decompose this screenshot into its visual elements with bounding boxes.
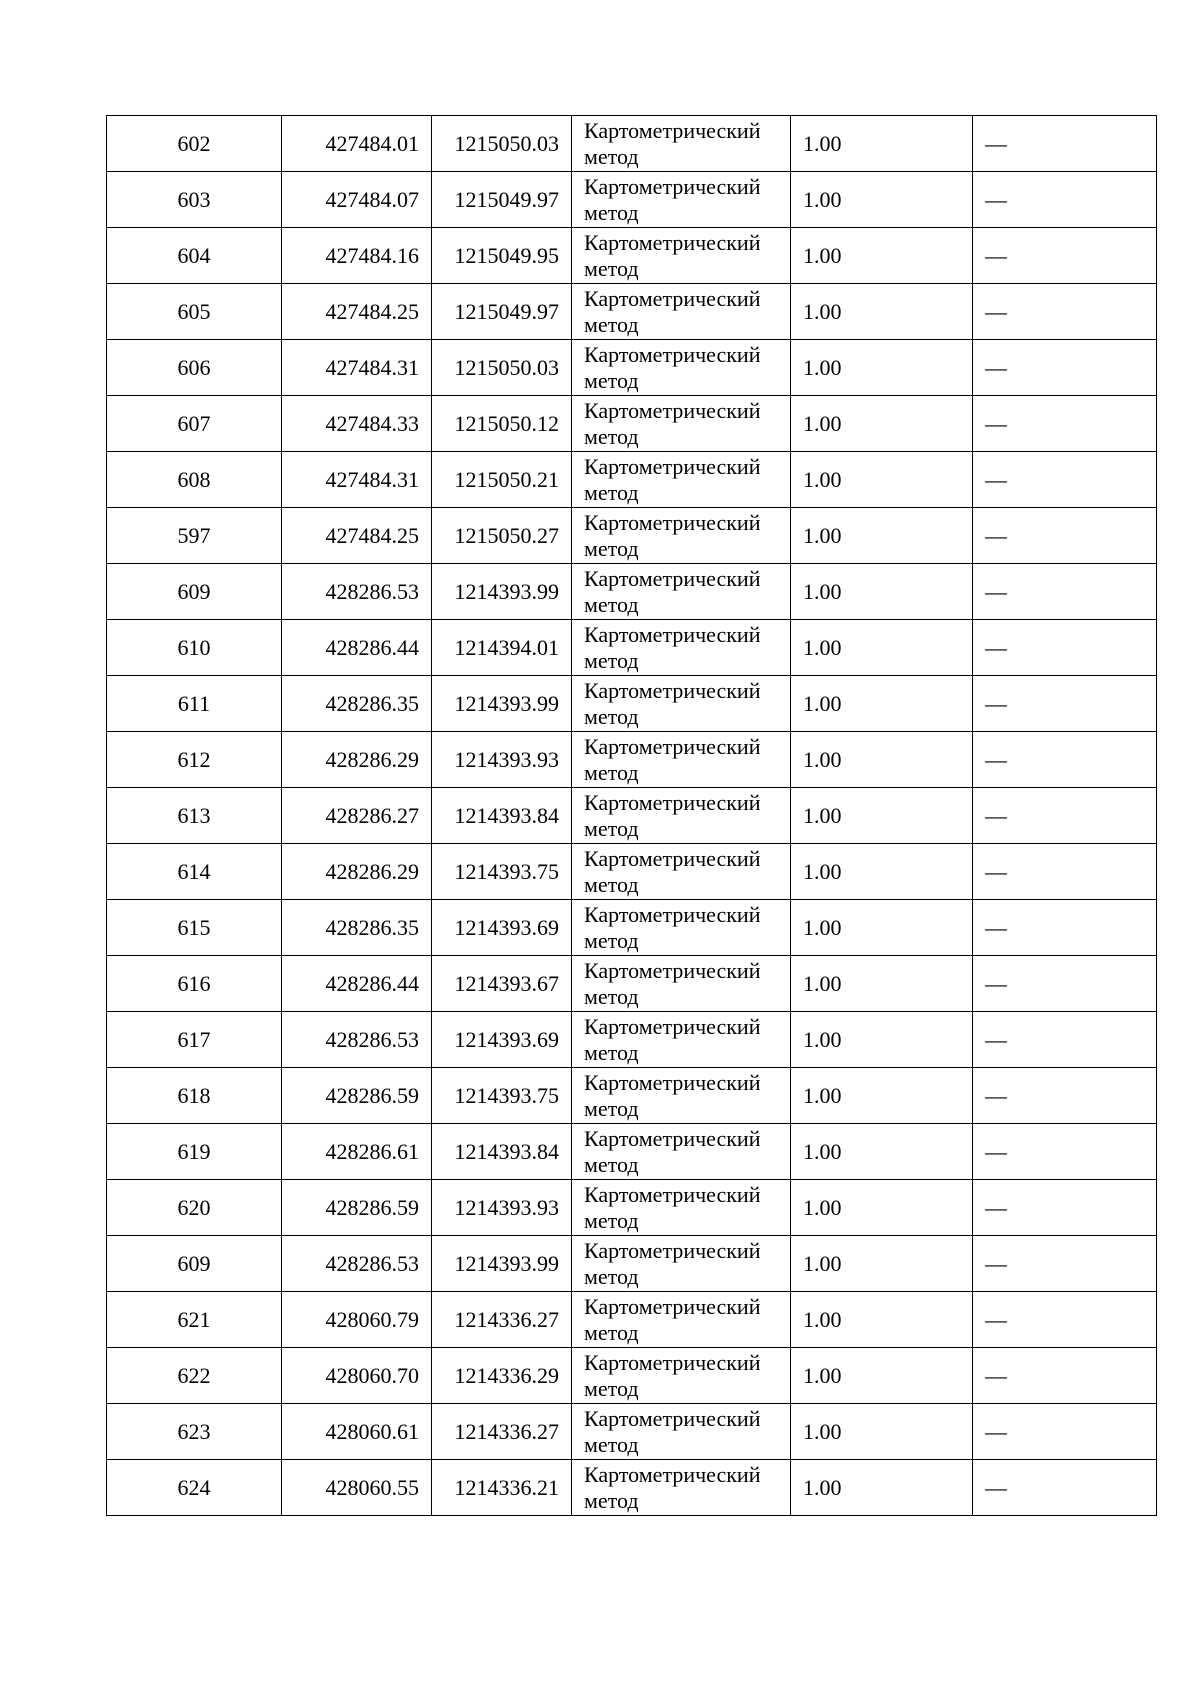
precision-cell: 1.00: [791, 1012, 973, 1068]
note-cell: [973, 340, 1157, 396]
note-cell: [973, 844, 1157, 900]
note-cell: [973, 1292, 1157, 1348]
x-coordinate-cell: 427484.16: [282, 228, 432, 284]
note-dash: —: [985, 298, 1007, 324]
point-number-cell: 609: [107, 1236, 282, 1292]
table-row: [107, 284, 1157, 340]
note-dash: —: [985, 1026, 1007, 1052]
point-number-cell: 619: [107, 1124, 282, 1180]
point-number-cell: 611: [107, 676, 282, 732]
x-coordinate-cell: 428286.27: [282, 788, 432, 844]
precision-cell: 1.00: [791, 1348, 973, 1404]
note-dash: —: [985, 186, 1007, 212]
x-coordinate-cell: 428286.53: [282, 1012, 432, 1068]
note-cell: [973, 620, 1157, 676]
precision-cell: 1.00: [791, 396, 973, 452]
table-row: [107, 844, 1157, 900]
precision-cell: 1.00: [791, 788, 973, 844]
table-row: [107, 564, 1157, 620]
method-line-2: метод: [584, 1207, 639, 1233]
method-line-2: метод: [584, 367, 639, 393]
method-cell: [572, 340, 791, 396]
note-dash: —: [985, 690, 1007, 716]
point-number-cell: 620: [107, 1180, 282, 1236]
precision-cell: 1.00: [791, 1236, 973, 1292]
note-cell: [973, 284, 1157, 340]
method-cell: [572, 1180, 791, 1236]
note-cell: [973, 732, 1157, 788]
precision-cell: 1.00: [791, 732, 973, 788]
precision-cell: 1.00: [791, 1292, 973, 1348]
point-number-cell: 615: [107, 900, 282, 956]
y-coordinate-cell: 1214393.84: [432, 1124, 572, 1180]
method-cell: [572, 900, 791, 956]
x-coordinate-cell: 428060.55: [282, 1460, 432, 1516]
point-number-cell: 607: [107, 396, 282, 452]
note-cell: [973, 676, 1157, 732]
x-coordinate-cell: 427484.31: [282, 340, 432, 396]
x-coordinate-cell: 428286.59: [282, 1068, 432, 1124]
method-cell: [572, 228, 791, 284]
method-line-2: метод: [584, 535, 639, 561]
y-coordinate-cell: 1214336.27: [432, 1292, 572, 1348]
method-line-1: Картометрический: [584, 1013, 761, 1039]
method-line-1: Картометрический: [584, 957, 761, 983]
precision-cell: 1.00: [791, 284, 973, 340]
method-cell: [572, 1012, 791, 1068]
point-number-cell: 609: [107, 564, 282, 620]
method-line-2: метод: [584, 199, 639, 225]
table-row: [107, 1460, 1157, 1516]
x-coordinate-cell: 428286.35: [282, 676, 432, 732]
note-cell: [973, 1180, 1157, 1236]
y-coordinate-cell: 1215050.12: [432, 396, 572, 452]
note-cell: [973, 452, 1157, 508]
precision-cell: 1.00: [791, 1180, 973, 1236]
method-line-1: Картометрический: [584, 1405, 761, 1431]
note-dash: —: [985, 1418, 1007, 1444]
table-row: [107, 620, 1157, 676]
y-coordinate-cell: 1214393.93: [432, 1180, 572, 1236]
note-dash: —: [985, 634, 1007, 660]
point-number-cell: 603: [107, 172, 282, 228]
point-number-cell: 602: [107, 116, 282, 172]
y-coordinate-cell: 1215050.03: [432, 340, 572, 396]
method-cell: [572, 620, 791, 676]
point-number-cell: 624: [107, 1460, 282, 1516]
note-cell: [973, 508, 1157, 564]
note-dash: —: [985, 858, 1007, 884]
precision-cell: 1.00: [791, 508, 973, 564]
method-cell: [572, 844, 791, 900]
point-number-cell: 621: [107, 1292, 282, 1348]
x-coordinate-cell: 428286.53: [282, 1236, 432, 1292]
method-line-2: метод: [584, 983, 639, 1009]
method-cell: [572, 1236, 791, 1292]
note-dash: —: [985, 1082, 1007, 1108]
method-cell: [572, 1124, 791, 1180]
note-cell: [973, 1124, 1157, 1180]
note-cell: [973, 116, 1157, 172]
x-coordinate-cell: 427484.07: [282, 172, 432, 228]
precision-cell: 1.00: [791, 1124, 973, 1180]
note-dash: —: [985, 522, 1007, 548]
y-coordinate-cell: 1214393.99: [432, 564, 572, 620]
method-line-1: Картометрический: [584, 341, 761, 367]
precision-cell: 1.00: [791, 564, 973, 620]
method-cell: [572, 1292, 791, 1348]
method-line-1: Картометрический: [584, 509, 761, 535]
method-line-2: метод: [584, 1431, 639, 1457]
method-line-1: Картометрический: [584, 1237, 761, 1263]
precision-cell: 1.00: [791, 228, 973, 284]
precision-cell: 1.00: [791, 1404, 973, 1460]
precision-cell: 1.00: [791, 172, 973, 228]
point-number-cell: 623: [107, 1404, 282, 1460]
note-dash: —: [985, 970, 1007, 996]
method-cell: [572, 116, 791, 172]
table-row: [107, 956, 1157, 1012]
note-cell: [973, 1460, 1157, 1516]
note-dash: —: [985, 1194, 1007, 1220]
method-line-2: метод: [584, 479, 639, 505]
table-row: [107, 900, 1157, 956]
x-coordinate-cell: 427484.31: [282, 452, 432, 508]
precision-cell: 1.00: [791, 452, 973, 508]
point-number-cell: 605: [107, 284, 282, 340]
x-coordinate-cell: 428060.61: [282, 1404, 432, 1460]
table-row: [107, 1180, 1157, 1236]
note-cell: [973, 172, 1157, 228]
method-line-1: Картометрический: [584, 1069, 761, 1095]
precision-cell: 1.00: [791, 620, 973, 676]
method-line-2: метод: [584, 423, 639, 449]
x-coordinate-cell: 428286.35: [282, 900, 432, 956]
note-dash: —: [985, 242, 1007, 268]
note-dash: —: [985, 1362, 1007, 1388]
table-row: [107, 396, 1157, 452]
method-cell: [572, 1404, 791, 1460]
note-cell: [973, 1348, 1157, 1404]
method-line-2: метод: [584, 1487, 639, 1513]
table-row: [107, 228, 1157, 284]
y-coordinate-cell: 1214336.21: [432, 1460, 572, 1516]
table-row: [107, 1292, 1157, 1348]
note-dash: —: [985, 1250, 1007, 1276]
method-line-2: метод: [584, 1375, 639, 1401]
method-line-2: метод: [584, 1319, 639, 1345]
note-cell: [973, 788, 1157, 844]
y-coordinate-cell: 1215049.97: [432, 172, 572, 228]
y-coordinate-cell: 1214393.99: [432, 1236, 572, 1292]
note-dash: —: [985, 130, 1007, 156]
note-dash: —: [985, 802, 1007, 828]
y-coordinate-cell: 1214336.29: [432, 1348, 572, 1404]
x-coordinate-cell: 428060.79: [282, 1292, 432, 1348]
table-row: [107, 1348, 1157, 1404]
method-cell: [572, 452, 791, 508]
method-line-1: Картометрический: [584, 117, 761, 143]
method-line-2: метод: [584, 871, 639, 897]
method-line-1: Картометрический: [584, 173, 761, 199]
note-cell: [973, 1236, 1157, 1292]
table-row: [107, 1068, 1157, 1124]
method-line-2: метод: [584, 1151, 639, 1177]
x-coordinate-cell: 427484.01: [282, 116, 432, 172]
x-coordinate-cell: 427484.33: [282, 396, 432, 452]
method-line-2: метод: [584, 1095, 639, 1121]
table-row: [107, 1012, 1157, 1068]
point-number-cell: 606: [107, 340, 282, 396]
precision-cell: 1.00: [791, 676, 973, 732]
note-dash: —: [985, 1474, 1007, 1500]
note-cell: [973, 564, 1157, 620]
method-line-2: метод: [584, 647, 639, 673]
method-line-2: метод: [584, 311, 639, 337]
method-cell: [572, 508, 791, 564]
note-dash: —: [985, 746, 1007, 772]
method-line-2: метод: [584, 1263, 639, 1289]
y-coordinate-cell: 1214393.75: [432, 1068, 572, 1124]
method-cell: [572, 172, 791, 228]
method-cell: [572, 1348, 791, 1404]
method-line-1: Картометрический: [584, 1181, 761, 1207]
x-coordinate-cell: 428286.29: [282, 732, 432, 788]
point-number-cell: 614: [107, 844, 282, 900]
note-dash: —: [985, 410, 1007, 436]
method-cell: [572, 676, 791, 732]
method-cell: [572, 1460, 791, 1516]
method-line-2: метод: [584, 703, 639, 729]
x-coordinate-cell: 428286.44: [282, 620, 432, 676]
y-coordinate-cell: 1214394.01: [432, 620, 572, 676]
y-coordinate-cell: 1215050.03: [432, 116, 572, 172]
method-line-2: метод: [584, 927, 639, 953]
table-row: [107, 732, 1157, 788]
precision-cell: 1.00: [791, 900, 973, 956]
method-line-2: метод: [584, 143, 639, 169]
method-cell: [572, 284, 791, 340]
precision-cell: 1.00: [791, 1460, 973, 1516]
table-row: [107, 116, 1157, 172]
y-coordinate-cell: 1215049.97: [432, 284, 572, 340]
note-cell: [973, 900, 1157, 956]
method-line-1: Картометрический: [584, 845, 761, 871]
note-cell: [973, 1012, 1157, 1068]
point-number-cell: 617: [107, 1012, 282, 1068]
note-cell: [973, 396, 1157, 452]
x-coordinate-cell: 428060.70: [282, 1348, 432, 1404]
point-number-cell: 597: [107, 508, 282, 564]
method-line-1: Картометрический: [584, 1461, 761, 1487]
point-number-cell: 618: [107, 1068, 282, 1124]
method-line-1: Картометрический: [584, 453, 761, 479]
point-number-cell: 622: [107, 1348, 282, 1404]
note-dash: —: [985, 354, 1007, 380]
note-dash: —: [985, 578, 1007, 604]
method-cell: [572, 956, 791, 1012]
method-cell: [572, 788, 791, 844]
method-line-2: метод: [584, 815, 639, 841]
method-line-2: метод: [584, 591, 639, 617]
method-line-2: метод: [584, 1039, 639, 1065]
x-coordinate-cell: 427484.25: [282, 284, 432, 340]
note-dash: —: [985, 466, 1007, 492]
method-line-1: Картометрический: [584, 621, 761, 647]
table-row: [107, 340, 1157, 396]
table-row: [107, 508, 1157, 564]
x-coordinate-cell: 428286.59: [282, 1180, 432, 1236]
method-cell: [572, 732, 791, 788]
point-number-cell: 612: [107, 732, 282, 788]
precision-cell: 1.00: [791, 340, 973, 396]
y-coordinate-cell: 1214336.27: [432, 1404, 572, 1460]
note-dash: —: [985, 914, 1007, 940]
point-number-cell: 613: [107, 788, 282, 844]
table-row: [107, 1124, 1157, 1180]
method-line-1: Картометрический: [584, 1293, 761, 1319]
table-row: [107, 1404, 1157, 1460]
table-row: [107, 788, 1157, 844]
y-coordinate-cell: 1214393.69: [432, 1012, 572, 1068]
table-body: [107, 116, 1157, 1516]
note-cell: [973, 956, 1157, 1012]
y-coordinate-cell: 1214393.69: [432, 900, 572, 956]
x-coordinate-cell: 428286.44: [282, 956, 432, 1012]
method-cell: [572, 396, 791, 452]
note-cell: [973, 1068, 1157, 1124]
coordinates-table: [106, 115, 1157, 1516]
method-line-1: Картометрический: [584, 229, 761, 255]
method-line-1: Картометрический: [584, 397, 761, 423]
precision-cell: 1.00: [791, 956, 973, 1012]
table-row: [107, 452, 1157, 508]
method-line-2: метод: [584, 759, 639, 785]
x-coordinate-cell: 428286.61: [282, 1124, 432, 1180]
method-line-1: Картометрический: [584, 733, 761, 759]
y-coordinate-cell: 1215050.27: [432, 508, 572, 564]
note-cell: [973, 228, 1157, 284]
x-coordinate-cell: 427484.25: [282, 508, 432, 564]
note-dash: —: [985, 1306, 1007, 1332]
note-dash: —: [985, 1138, 1007, 1164]
precision-cell: 1.00: [791, 116, 973, 172]
point-number-cell: 604: [107, 228, 282, 284]
method-line-1: Картометрический: [584, 901, 761, 927]
point-number-cell: 610: [107, 620, 282, 676]
y-coordinate-cell: 1214393.67: [432, 956, 572, 1012]
y-coordinate-cell: 1214393.99: [432, 676, 572, 732]
method-line-1: Картометрический: [584, 677, 761, 703]
table-row: [107, 676, 1157, 732]
x-coordinate-cell: 428286.29: [282, 844, 432, 900]
method-line-1: Картометрический: [584, 285, 761, 311]
x-coordinate-cell: 428286.53: [282, 564, 432, 620]
method-cell: [572, 1068, 791, 1124]
method-cell: [572, 564, 791, 620]
method-line-1: Картометрический: [584, 1349, 761, 1375]
table-row: [107, 1236, 1157, 1292]
note-cell: [973, 1404, 1157, 1460]
method-line-1: Картометрический: [584, 1125, 761, 1151]
y-coordinate-cell: 1214393.84: [432, 788, 572, 844]
precision-cell: 1.00: [791, 1068, 973, 1124]
method-line-1: Картометрический: [584, 565, 761, 591]
point-number-cell: 608: [107, 452, 282, 508]
y-coordinate-cell: 1214393.93: [432, 732, 572, 788]
method-line-1: Картометрический: [584, 789, 761, 815]
method-line-2: метод: [584, 255, 639, 281]
precision-cell: 1.00: [791, 844, 973, 900]
y-coordinate-cell: 1215050.21: [432, 452, 572, 508]
point-number-cell: 616: [107, 956, 282, 1012]
table-row: [107, 172, 1157, 228]
y-coordinate-cell: 1215049.95: [432, 228, 572, 284]
y-coordinate-cell: 1214393.75: [432, 844, 572, 900]
